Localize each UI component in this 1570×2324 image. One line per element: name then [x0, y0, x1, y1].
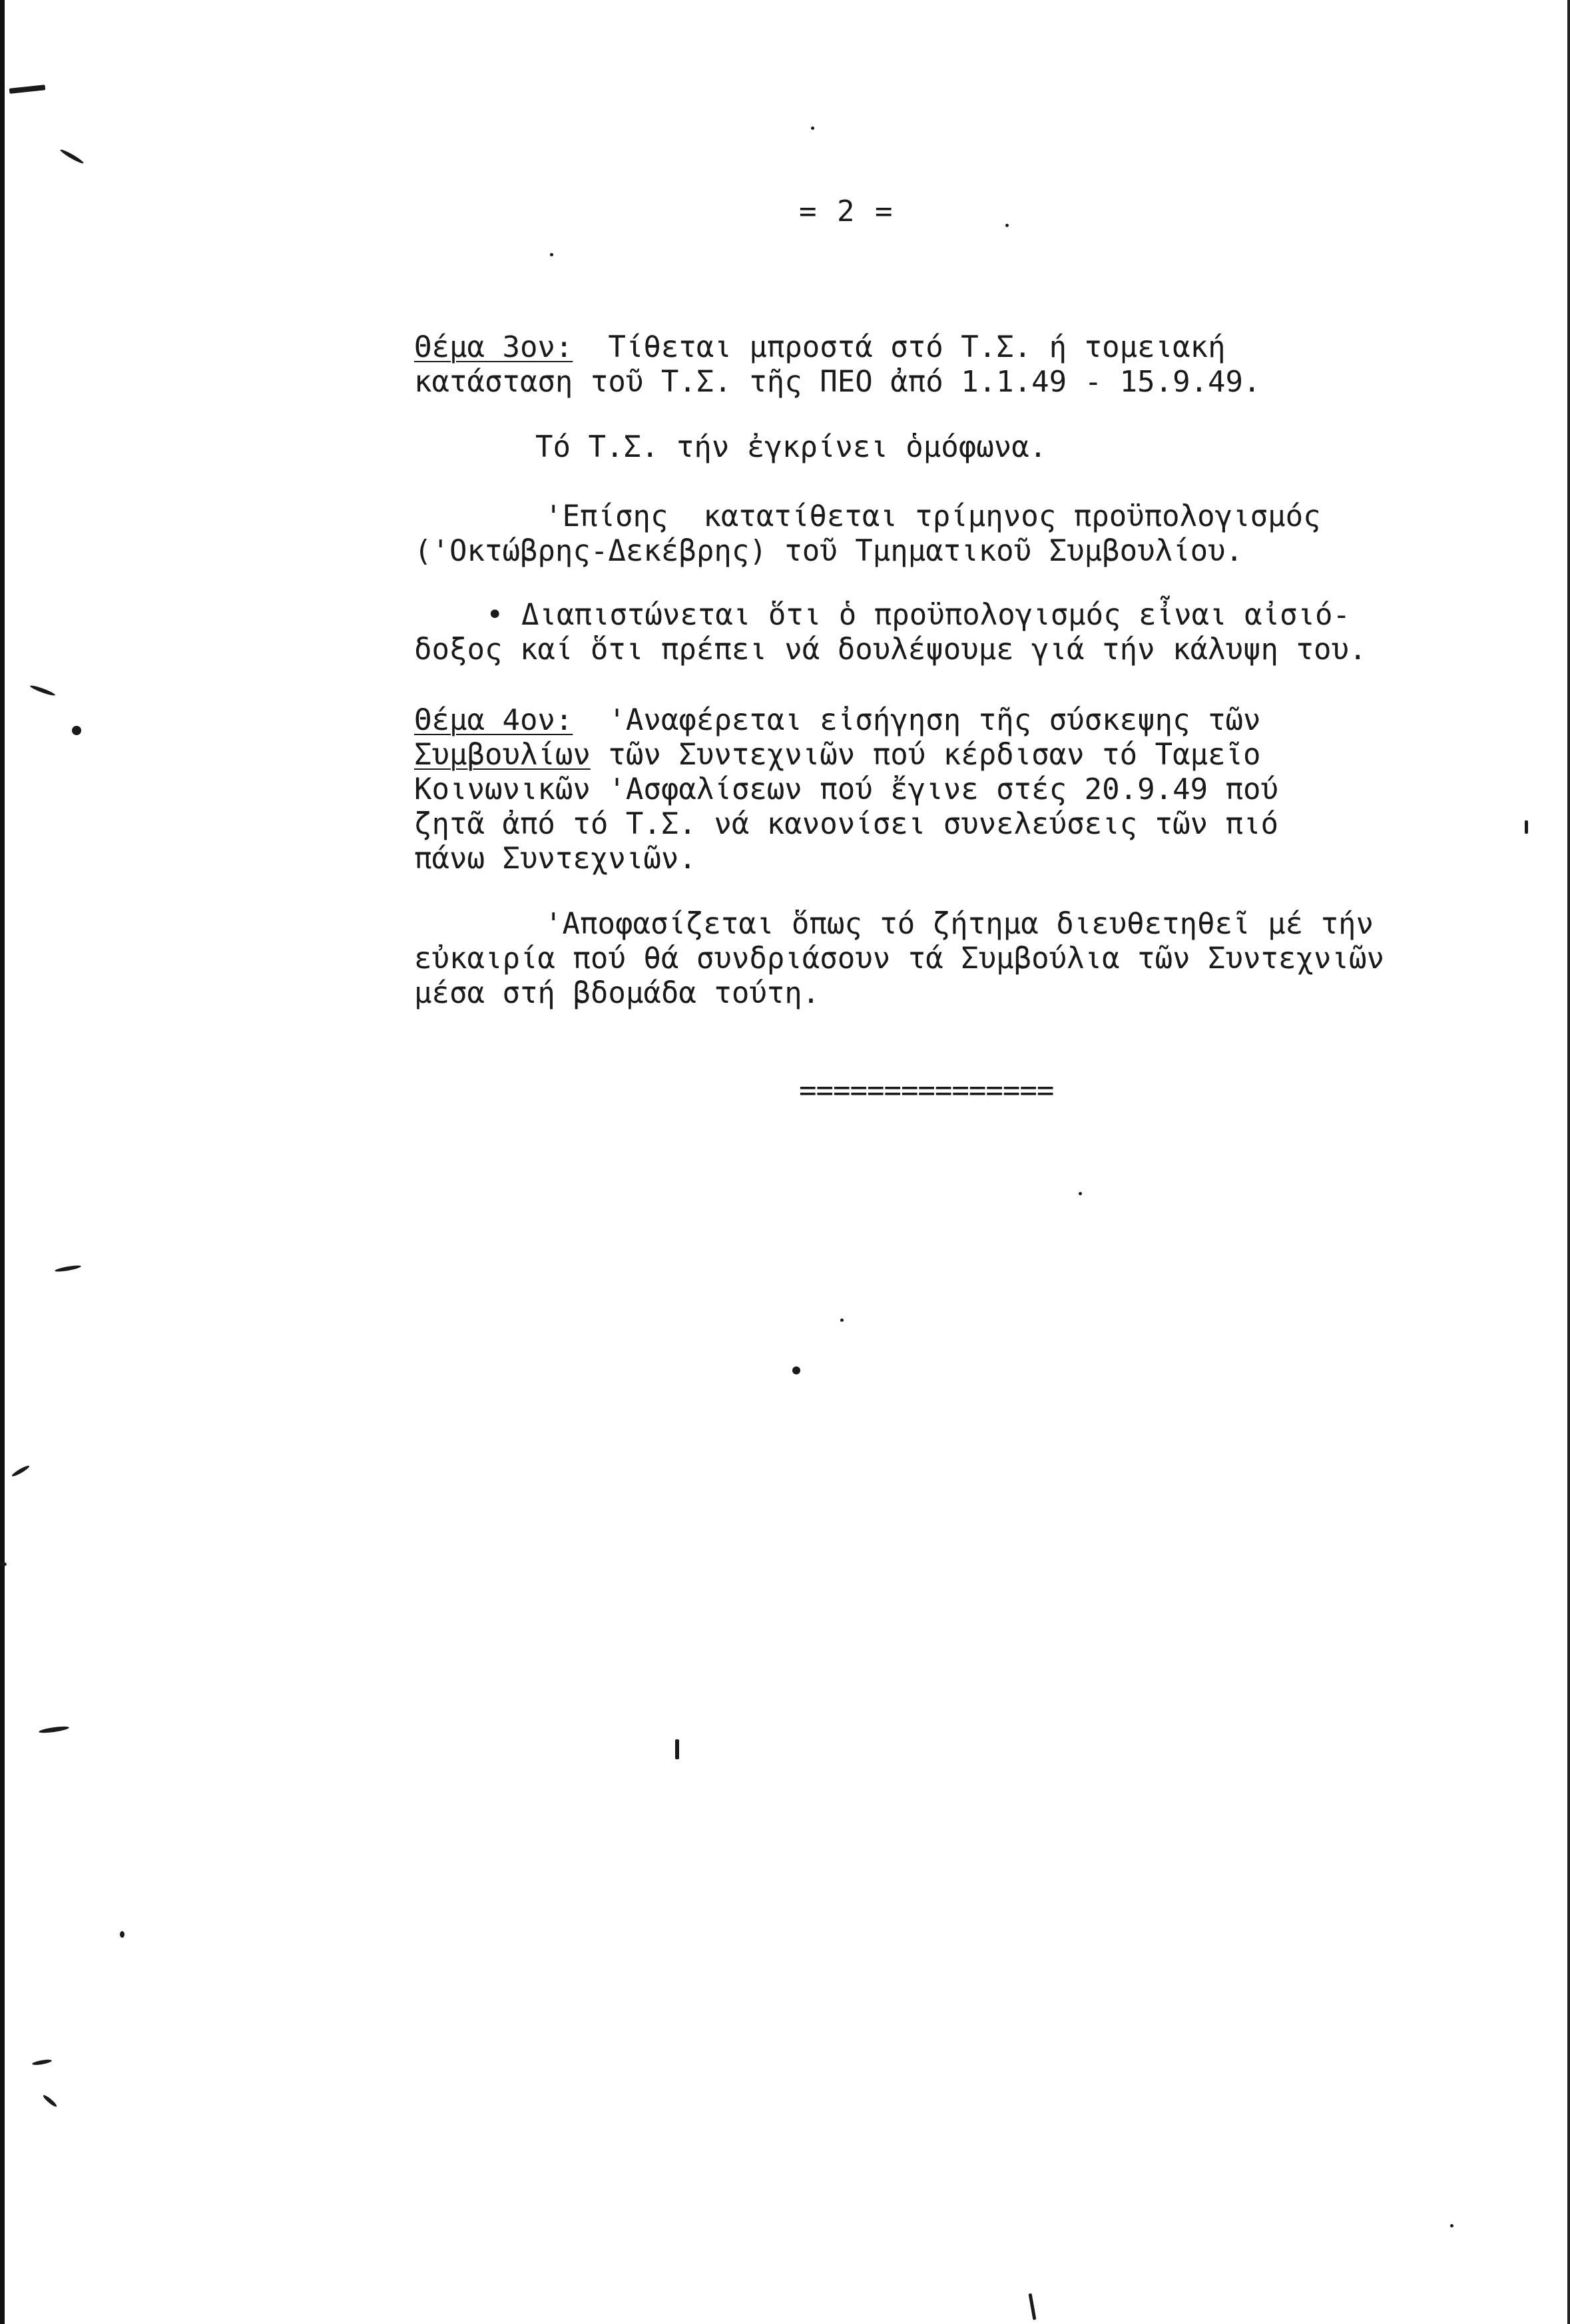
- item3-line1-text: Τίθεται μπροστά στό Τ.Σ. ή τομειακή: [573, 330, 1226, 364]
- approval-paragraph: Τό Τ.Σ. τήν ἐγκρίνει ὁμόφωνα.: [535, 430, 1047, 464]
- scan-speck: [0, 1562, 7, 1566]
- finding-line2: δοξος καί ὅτι πρέπει νά δουλέψουμε γιά τήν κάλυψη του.: [414, 633, 1367, 667]
- scan-speck: [55, 1265, 81, 1273]
- item4-line3: Κοινωνικῶν 'Ασφαλίσεων πού ἔγινε στές 20.9.49 πού: [414, 772, 1279, 806]
- scan-speck: [840, 1318, 844, 1322]
- scan-speck: [792, 1366, 800, 1374]
- item4-line2: [414, 738, 1506, 772]
- budget-line1: 'Επίσης κατατίθεται τρίμηνος προϋπολογισμός: [545, 499, 1321, 533]
- item3-line2: κατάσταση τοῦ Τ.Σ. τῆς ΠΕΟ ἀπό 1.1.49 - 15.9.49.: [414, 365, 1261, 399]
- scan-speck: [29, 684, 56, 697]
- end-rule: ===============: [799, 1073, 1054, 1107]
- scan-speck: [120, 1931, 125, 1938]
- item3-label: Θέμα 3ον:: [414, 330, 573, 364]
- item3-line1: [414, 330, 1506, 365]
- item4-line5: πάνω Συντεχνιῶν.: [414, 842, 696, 876]
- decision-line2: εὐκαιρία πού θά συνδριάσουν τά Συμβούλια τῶν Συντεχνιῶν: [414, 942, 1384, 976]
- item4-line4: ζητᾶ ἀπό τό Τ.Σ. νά κανονίσει συνελεύσεις τῶν πιό: [414, 807, 1279, 841]
- scan-speck: [1450, 2224, 1453, 2227]
- scan-speck: [42, 2094, 58, 2108]
- scan-speck: [9, 85, 46, 94]
- scan-speck: [59, 148, 85, 164]
- scan-speck: [32, 2058, 53, 2066]
- scan-speck: [1029, 2293, 1037, 2320]
- finding-line1: • Διαπιστώνεται ὅτι ὁ προϋπολογισμός εἶναι αἰσιό-: [486, 598, 1351, 632]
- scan-speck: [675, 1739, 679, 1759]
- item4-line1: [414, 703, 1506, 738]
- scan-edge-left: [0, 0, 5, 2324]
- scan-speck: [39, 1725, 70, 1734]
- scan-speck: [11, 1464, 31, 1478]
- item4-line2-label: Συμβουλίων: [414, 738, 591, 772]
- budget-line2: ('Οκτώβρης-Δεκέβρης) τοῦ Τμηματικοῦ Συμβουλίου.: [414, 534, 1244, 568]
- scan-speck: [550, 253, 553, 256]
- scan-speck: [811, 127, 814, 130]
- page-number: = 2 =: [799, 194, 894, 228]
- item4-label: Θέμα 4ον:: [414, 703, 573, 737]
- scan-edge-right: [1567, 0, 1570, 2324]
- scan-speck: [1525, 820, 1528, 834]
- decision-line3: μέσα στή βδομάδα τούτη.: [414, 976, 820, 1010]
- scan-speck: [1005, 224, 1009, 227]
- item4-line2-text: τῶν Συντεχνιῶν πού κέρδισαν τό Ταμεῖο: [590, 738, 1261, 772]
- decision-line1: 'Αποφασίζεται ὅπως τό ζήτημα διευθετηθεῖ μέ τήν: [545, 907, 1374, 941]
- item4-line1-text: 'Αναφέρεται εἰσήγηση τῆς σύσκεψης τῶν: [573, 703, 1261, 737]
- scan-speck: [1079, 1192, 1082, 1195]
- scan-speck: [72, 726, 81, 735]
